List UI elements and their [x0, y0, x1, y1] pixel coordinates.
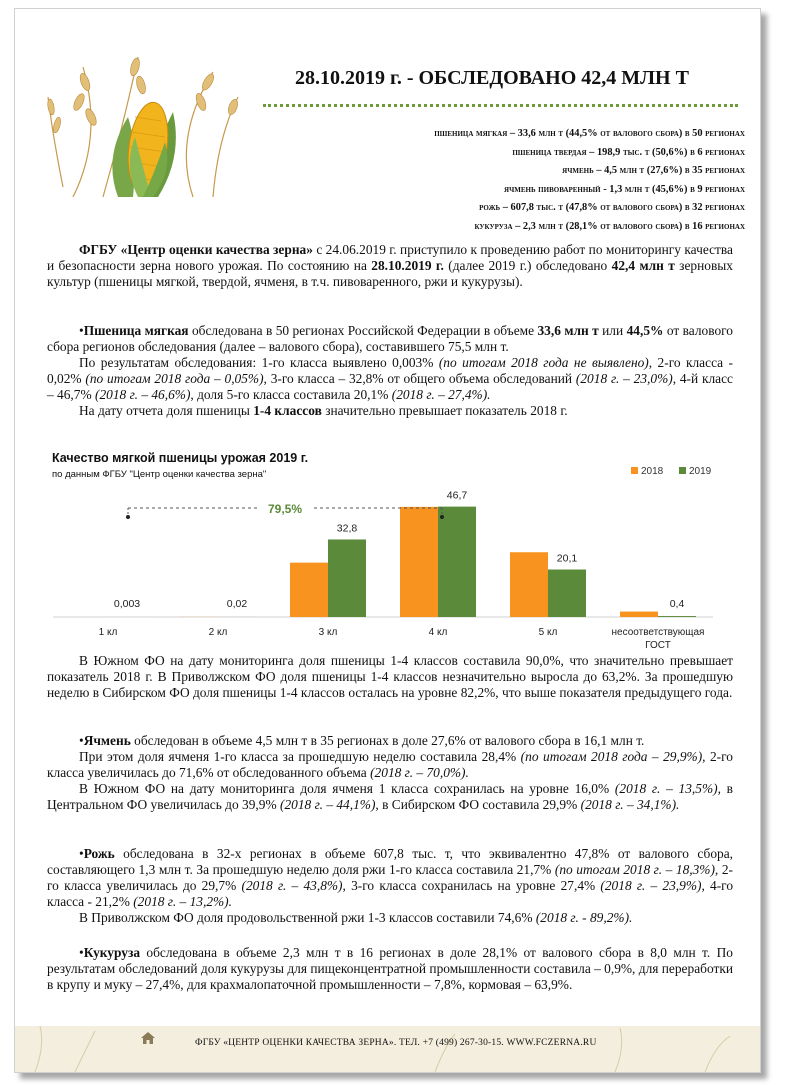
bar-2019 — [438, 507, 476, 617]
wheat-section — [47, 323, 733, 419]
summary-line: рожь – 607,8 тыс. т (47,8% от валового сбора) в 32 регионах — [479, 202, 745, 213]
rye-section — [47, 846, 733, 926]
legend-label: 2018 — [641, 466, 664, 477]
data-label: 0,003 — [113, 598, 141, 610]
category-label: ГОСТ — [645, 640, 671, 651]
bar-2018 — [620, 612, 658, 617]
data-label: 46,7 — [446, 489, 468, 502]
wheat-border-icon — [15, 1026, 760, 1072]
bracket-dot-right — [440, 515, 444, 519]
rye-paragraph: • Рожь обследована в 32-х регионах в объеме 607,8 тыс. т, что эквивалентно 47,8% от валового сбора, составляющего 1,3 млн т. За прошедшую неделю доля ржи 1-го класса составила 21,7% (по итогам 2018 г. – 18,3%), 2-го класса увеличилась до 29,7% (2018 г. – 43,8%), 3-го класса сохранилась на уровне 27,4% (2018 г. – 23,9%), 4-го класса - 21,2% (2018 г. – 13,2%). — [47, 846, 733, 910]
category-label: 5 кл — [538, 627, 558, 638]
chart-title: Качество мягкой пшеницы урожая 2019 г. — [52, 451, 309, 465]
org-name: ФГБУ «Центр оценки качества зерна» — [79, 242, 313, 257]
south-paragraph: В Южном ФО на дату мониторинга доля пшеницы 1-4 классов составила 90,0%, что значительно превышает показатель 2018 г. В Приволжском ФО доля пшеницы 1-4 классов незначительно выросла до 63,2%. За прошедшую неделю в Сибирском ФО доля пшеницы 1-4 классов осталась на уровне 82,2%, что выше показателя предыдущего года. — [47, 653, 733, 700]
home-icon[interactable] — [140, 1031, 156, 1045]
summary-line: кукуруза – 2,3 млн т (28,1% от валового сбора) в 16 регионах — [474, 220, 745, 232]
legend-swatch — [631, 467, 638, 474]
summary-line: ячмень пивоваренный - 1,3 млн т (45,6%) в 9 регионах — [504, 183, 745, 195]
legend-label: 2019 — [689, 466, 712, 477]
rye-volga-paragraph: В Приволжском ФО доля продовольственной ржи 1-3 классов составили 74,6% (2018 г. - 89,2%). — [79, 910, 633, 925]
data-label: 0,02 — [226, 598, 248, 610]
footer-band — [15, 1026, 760, 1072]
data-label: 32,8 — [336, 522, 358, 535]
summary-list — [245, 125, 745, 236]
bar-2018 — [510, 552, 548, 617]
chart-subtitle: по данным ФГБУ "Центр оценки качества зерна" — [52, 469, 267, 480]
intro-paragraph: ФГБУ «Центр оценки качества зерна» с 24.06.2019 г. приступило к проведению работ по мониторингу качества и безопасности зерна нового урожая. По состоянию на 28.10.2019 г. (далее 2019 г.) обследовано 42,4 млн т зерновых культур (пшеницы мягкой, твердой, ячменя, в т.ч. пивоваренного, ржи и кукурузы). — [47, 242, 733, 289]
bracket-label: 79,5% — [267, 502, 303, 516]
category-label: 4 кл — [428, 627, 448, 638]
corn-wheat-icon — [43, 47, 248, 207]
corn-section — [47, 945, 733, 993]
footer-contacts: ФГБУ «ЦЕНТР ОЦЕНКИ КАЧЕСТВА ЗЕРНА». ТЕЛ. +7 (499) 267-30-15. WWW.FCZERNA.RU — [195, 1038, 597, 1048]
category-label: 1 кл — [98, 627, 118, 638]
report-title: 28.10.2019 г. - ОБСЛЕДОВАНО 42,4 МЛН Т — [295, 67, 689, 89]
bar-2018 — [400, 507, 438, 617]
bar-2019 — [548, 569, 586, 617]
summary-line: пшеница твердая – 198,9 тыс. т (50,6%) в 6 регионах — [512, 146, 745, 158]
barley-section — [47, 733, 733, 813]
summary-line: ячмень – 4,5 млн т (27,6%) в 35 регионах — [562, 165, 745, 176]
bracket-dot-left — [126, 515, 130, 519]
category-label: 2 кл — [208, 627, 228, 638]
title-divider — [263, 104, 738, 107]
bar-2019 — [658, 616, 696, 617]
barley-classes-paragraph: При этом доля ячменя 1-го класса за прошедшую неделю составила 28,4% (по итогам 2018 года – 29,9%), 2-го класса увеличилась до 71,6% от обследованного объема (2018 г. – 70,0%). — [47, 749, 733, 780]
legend-swatch — [679, 467, 686, 474]
wheat-quality-chart — [15, 444, 760, 654]
wheat-classes-paragraph: По результатам обследования: 1-го класса выявлено 0,003% (по итогам 2018 года не выявлено), 2-го класса - 0,02% (по итогам 2018 года – 0,05%), 3-го класса – 32,8% от общего объема обследований (2018 г. – 23,0%), 4-й класс – 46,7% (2018 г. – 46,6%), доля 5-го класса составила 20,1% (2018 г. – 27,4%). — [47, 355, 734, 402]
data-label: 20,1 — [556, 552, 578, 565]
category-label: 3 кл — [318, 627, 338, 638]
corn-paragraph: • Кукуруза обследована в объеме 2,3 млн т в 16 регионах в доле 28,1% от валового сбора в 8,0 млн т. По результатам обследований доля кукурузы для пищеконцентратной промышленности составила – 0,9%, для переработки в крупу и муку – 27,4%, для крахмалопаточной промышленности – 7,8%, кормовая – 63,9%. — [47, 945, 733, 993]
intro-section — [47, 242, 733, 290]
category-label: несоответствующая — [611, 627, 705, 638]
barley-paragraph: • Ячмень обследован в объеме 4,5 млн т в 35 регионах в доле 27,6% от валового сбора в 16,1 млн т. — [47, 733, 733, 749]
wheat-summary-paragraph: На дату отчета доля пшеницы 1-4 классов значительно превышает показатель 2018 г. — [79, 403, 568, 418]
bar-2019 — [328, 539, 366, 617]
data-label: 0,4 — [669, 598, 685, 610]
south-section — [47, 653, 733, 701]
barley-regions-paragraph: В Южном ФО на дату мониторинга доля ячменя 1 класса сохранилась на уровне 16,0% (2018 г. – 13,5%), в Центральном ФО увеличилась до 39,9% (2018 г. – 44,1%), в Сибирском ФО составила 29,9% (2018 г. – 34,1%). — [47, 781, 734, 812]
summary-line: пшеница мягкая – 33,6 млн т (44,5% от валового сбора) в 50 регионах — [434, 128, 745, 139]
bar-2018 — [290, 563, 328, 617]
report-page — [14, 8, 761, 1073]
wheat-paragraph: • Пшеница мягкая обследована в 50 регионах Российской Федерации в объеме 33,6 млн т или 44,5% от валового сбора регионов обследования (далее – валового сбора), составившего 75,5 млн т. — [47, 323, 733, 355]
